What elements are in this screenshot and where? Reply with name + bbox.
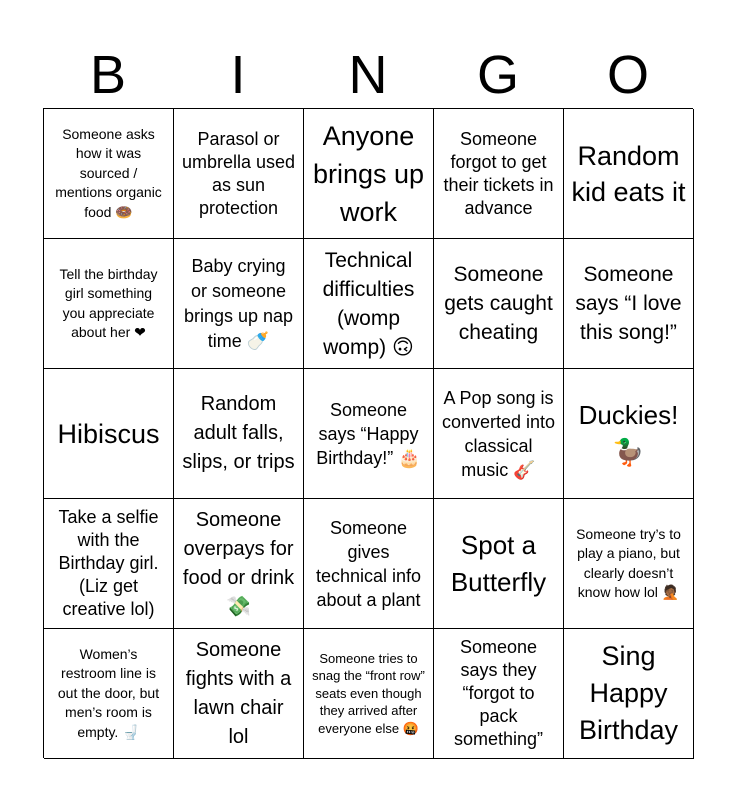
header-letter-n: N — [348, 45, 388, 105]
cell-text: Spot a Butterfly — [450, 529, 547, 597]
cell-text: Someone says “Happy Birthday!” 🎂 — [316, 399, 421, 468]
bingo-header — [43, 42, 693, 108]
header-letter-b: B — [89, 45, 127, 105]
cell-text: Random kid eats it — [571, 140, 686, 207]
bingo-cell[interactable] — [304, 109, 434, 239]
cell-text: Baby crying or someone brings up nap time 🍼 — [183, 255, 294, 351]
cell-text: Take a selfie with the Birthday girl. (Liz get creative lol) — [58, 507, 159, 619]
bingo-cell[interactable] — [304, 369, 434, 499]
cell-text: Someone tries to snag the “front row” seats even though they arrived after everyone else 🤬 — [312, 650, 425, 736]
cell-text: A Pop song is converted into classical music 🎸 — [441, 387, 556, 480]
cell-text: Anyone brings up work — [312, 120, 425, 227]
cell-text: Women’s restroom line is out the door, but men’s room is empty. 🚽 — [57, 645, 160, 740]
bingo-cell[interactable] — [564, 239, 694, 369]
cell-text: Someone asks how it was sourced / mentions organic food 🍩 — [55, 125, 162, 220]
cell-text: Parasol or umbrella used as sun protection — [181, 128, 296, 218]
bingo-cell[interactable] — [564, 629, 694, 759]
bingo-cell[interactable] — [304, 629, 434, 759]
bingo-cell[interactable] — [304, 239, 434, 369]
bingo-cell[interactable] — [44, 239, 174, 369]
cell-text: Tell the birthday girl something you appreciate about her ❤ — [59, 265, 158, 340]
bingo-cell[interactable] — [304, 499, 434, 629]
bingo-cell[interactable] — [434, 369, 564, 499]
bingo-grid — [43, 108, 693, 758]
header-letter-o: O — [606, 45, 649, 105]
bingo-cell[interactable] — [564, 499, 694, 629]
bingo-cell[interactable] — [174, 109, 304, 239]
cell-text: Duckies! 🦆 — [578, 399, 679, 467]
cell-text: Someone says “I love this song!” — [575, 263, 682, 344]
bingo-cell[interactable] — [174, 239, 304, 369]
cell-text: Someone gets caught cheating — [444, 263, 553, 344]
cell-text: Someone says they “forgot to pack something” — [453, 637, 544, 749]
cell-text: Someone forgot to get their tickets in advance — [443, 128, 554, 218]
bingo-cell[interactable] — [44, 499, 174, 629]
cell-text: Someone overpays for food or drink 💸 — [182, 508, 295, 618]
cell-text: Someone gives technical info about a plant — [315, 517, 422, 610]
cell-text: Random adult falls, slips, or trips — [182, 393, 295, 473]
bingo-cell[interactable] — [434, 499, 564, 629]
cell-text: Hibiscus — [57, 418, 160, 449]
bingo-cell[interactable] — [44, 629, 174, 759]
cell-text: Sing Happy Birthday — [578, 641, 679, 745]
bingo-cell[interactable] — [434, 239, 564, 369]
bingo-cell[interactable] — [44, 109, 174, 239]
bingo-cell[interactable] — [564, 369, 694, 499]
header-letter-g: G — [476, 45, 519, 105]
bingo-cell[interactable] — [434, 109, 564, 239]
header-letter-i: I — [230, 45, 246, 105]
bingo-cell[interactable] — [44, 369, 174, 499]
bingo-cell[interactable] — [434, 629, 564, 759]
bingo-cell[interactable] — [564, 109, 694, 239]
bingo-cell[interactable] — [174, 499, 304, 629]
bingo-cell[interactable] — [174, 629, 304, 759]
cell-text: Someone try’s to play a piano, but clearly doesn’t know how lol 🤦🏾 — [576, 525, 681, 600]
cell-text: Someone fights with a lawn chair lol — [185, 638, 292, 748]
bingo-cell[interactable] — [174, 369, 304, 499]
cell-text: Technical difficulties (womp womp) 🙃 — [322, 248, 415, 359]
